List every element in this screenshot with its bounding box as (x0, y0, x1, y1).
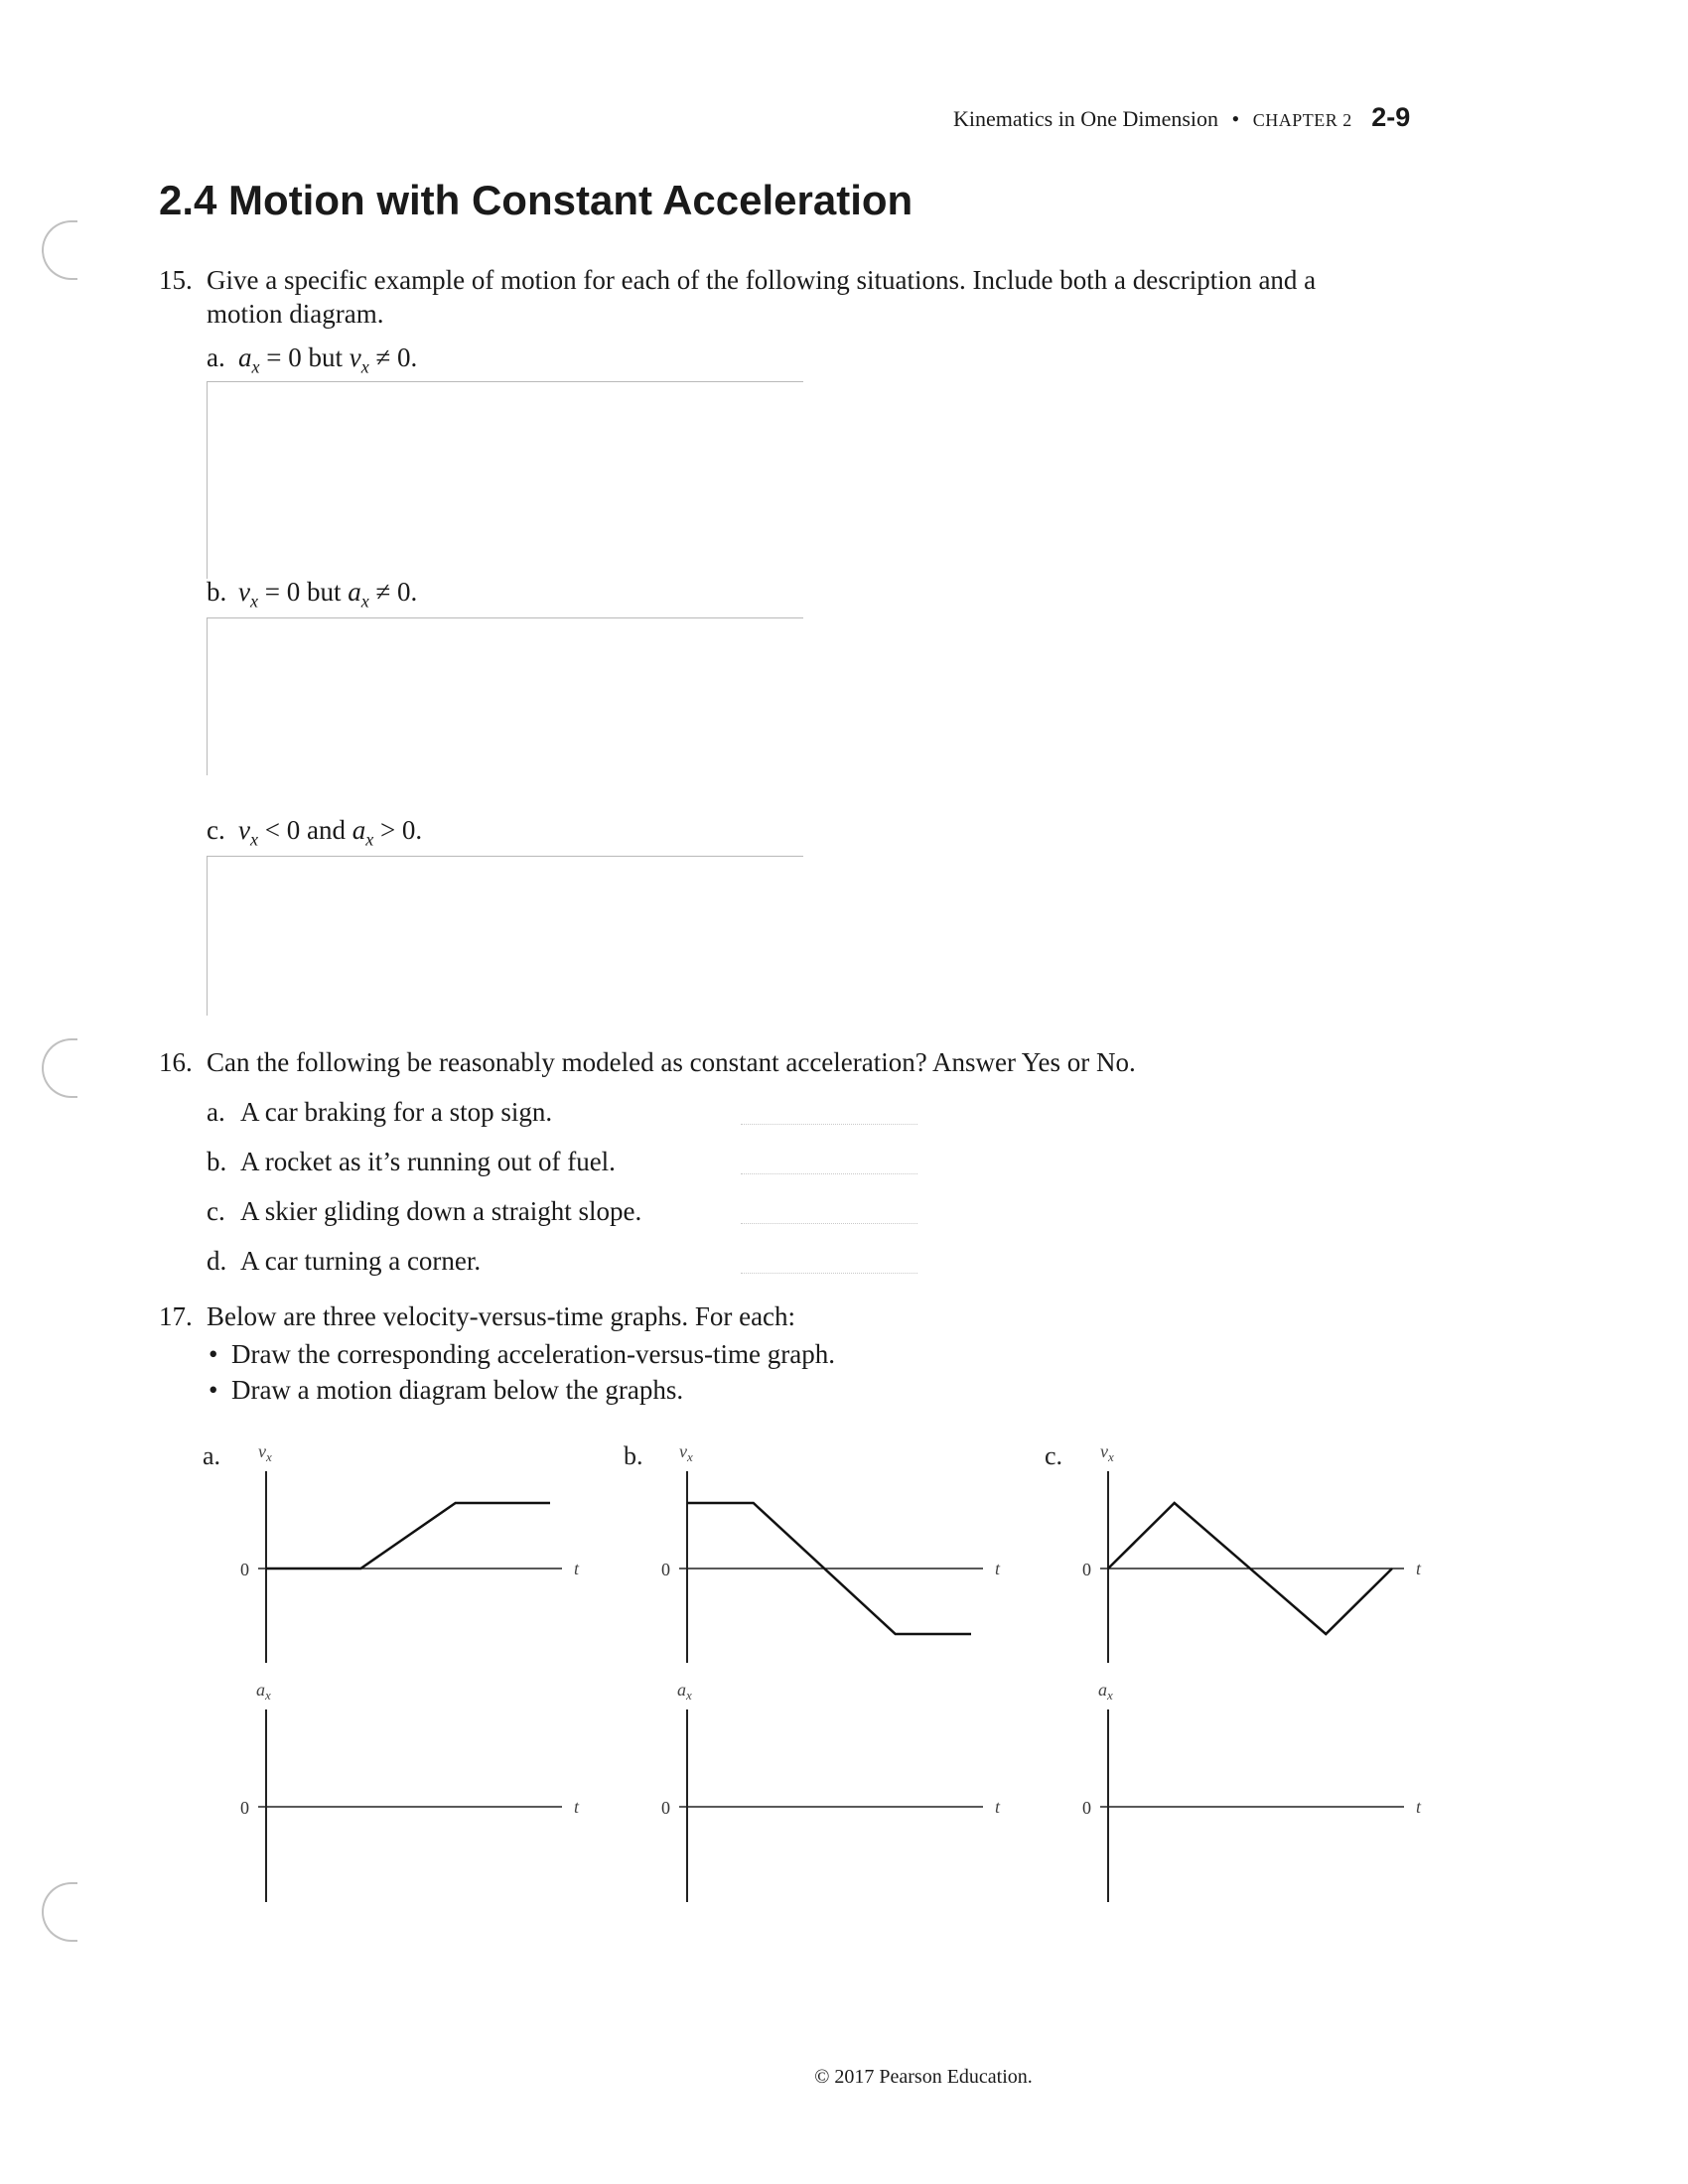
graph-c-vx-label: $v_x$ (1100, 1441, 1114, 1464)
q15-text-line1: Give a specific example of motion for each of the following situations. Include both a description and a (207, 265, 1317, 295)
graph-a-t-label: t (574, 1559, 580, 1578)
q15-part-a-label: a. (207, 342, 225, 372)
graph-c-a-zero-label: 0 (1082, 1798, 1091, 1818)
section-title: 2.4 Motion with Constant Acceleration (159, 177, 914, 223)
q15-number: 15. (159, 265, 193, 295)
graph-a-label: a. (203, 1441, 221, 1470)
q16-item-a-label: a. (207, 1097, 225, 1127)
q17-bullet-2: • Draw a motion diagram below the graphs. (209, 1375, 684, 1405)
q16-item-d-label: d. (207, 1246, 227, 1276)
q16-number: 16. (159, 1047, 193, 1077)
q16-item-d-text: A car turning a corner. (240, 1246, 482, 1276)
graph-b-zero-label: 0 (661, 1560, 670, 1579)
graph-b-a-zero-label: 0 (661, 1798, 670, 1818)
graph-b-ax-label: $a_x$ (677, 1680, 692, 1703)
q16-item-b-text: A rocket as it’s running out of fuel. (240, 1147, 616, 1176)
graph-a-ax-label: $a_x$ (256, 1680, 271, 1703)
q15-part-a-condition: $a_x = 0$ but $v_x \ne 0$. (238, 342, 418, 377)
chapter-label: CHAPTER 2 (1252, 110, 1352, 130)
page-number: 2-9 (1371, 102, 1411, 132)
graph-c-label: c. (1045, 1441, 1063, 1470)
graph-a-a-t-label: t (574, 1797, 580, 1817)
graph-c-t-label: t (1416, 1559, 1422, 1578)
q17-bullet-1-text: Draw the corresponding acceleration-versus-time graph. (230, 1339, 835, 1369)
q16-item-c-text: A skier gliding down a straight slope. (240, 1196, 642, 1226)
q17-text: Below are three velocity-versus-time graphs. For each: (207, 1301, 796, 1331)
graph-b-vx-label: $v_x$ (679, 1441, 693, 1464)
header-bullet: • (1231, 106, 1240, 131)
graph-b-a-t-label: t (995, 1797, 1001, 1817)
q16-item-a-text: A car braking for a stop sign. (240, 1097, 553, 1127)
q15-part-b-condition: $v_x = 0$ but $a_x \ne 0$. (238, 577, 418, 612)
copyright-footer: © 2017 Pearson Education. (814, 2066, 1033, 2088)
q16-text: Can the following be reasonably modeled as constant acceleration? Answer Yes or No. (207, 1047, 1136, 1077)
q17-bullet-1: • Draw the corresponding acceleration-versus-time graph. (209, 1339, 835, 1369)
q15-part-c-condition: $v_x < 0$ and $a_x > 0$. (238, 815, 423, 850)
q17-bullet-2-text: Draw a motion diagram below the graphs. (230, 1375, 684, 1405)
graph-a-a-zero-label: 0 (240, 1798, 249, 1818)
graph-c-a-t-label: t (1416, 1797, 1422, 1817)
graph-a-vx-label: $v_x$ (258, 1441, 272, 1464)
q15-part-b-label: b. (207, 577, 227, 607)
graph-b-t-label: t (995, 1559, 1001, 1578)
running-title: Kinematics in One Dimension (953, 106, 1219, 131)
graph-b-label: b. (624, 1441, 643, 1470)
q16-item-c-label: c. (207, 1196, 225, 1226)
q15-text-line2: motion diagram. (207, 299, 384, 329)
q15-part-c-label: c. (207, 815, 225, 845)
graph-a-velocity-curve (266, 1503, 550, 1569)
graph-c-ax-label: $a_x$ (1098, 1680, 1113, 1703)
graph-a-zero-label: 0 (240, 1560, 249, 1579)
graph-c-zero-label: 0 (1082, 1560, 1091, 1579)
q16-item-b-label: b. (207, 1147, 227, 1176)
q17-number: 17. (159, 1301, 193, 1331)
